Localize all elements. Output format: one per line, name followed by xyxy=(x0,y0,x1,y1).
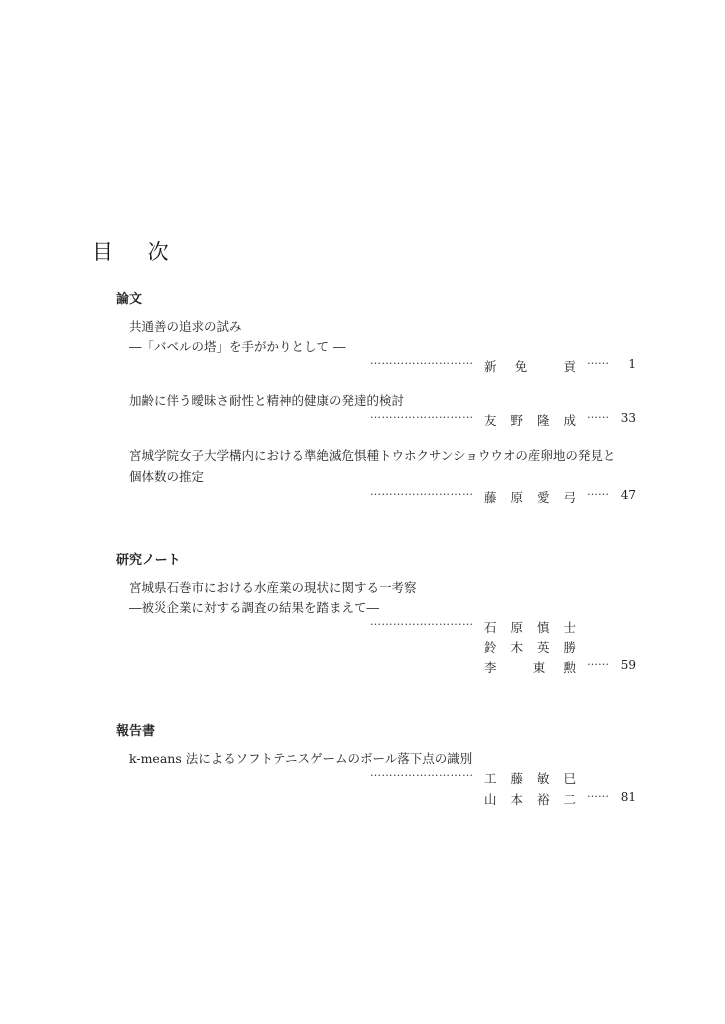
author-line xyxy=(370,354,636,374)
page-number: 59 xyxy=(620,658,636,672)
author-name: 李 東 勲 xyxy=(484,660,576,675)
author-line xyxy=(370,766,636,786)
page-number: 47 xyxy=(620,488,636,502)
page-leader: …… xyxy=(587,485,609,498)
section-heading-ronbun: 論文 xyxy=(116,292,143,307)
dot-leader: ……………………… xyxy=(370,408,474,421)
author-line xyxy=(370,485,636,505)
entry-subtitle: ―被災企業に対する調査の結果を踏まえて― xyxy=(129,600,380,615)
dot-leader: ……………………… xyxy=(370,766,474,779)
entry-title: 宮城学院女子大学構内における準絶滅危惧種トウホクサンショウウオの産卵地の発見と xyxy=(129,448,616,463)
dot-leader: ……………………… xyxy=(370,485,474,498)
entry-title-continued: 個体数の推定 xyxy=(129,469,205,484)
author-name: 藤 原 愛 弓 xyxy=(484,490,576,505)
entry-title: 共通善の追求の試み xyxy=(129,319,242,334)
toc-title: 目 次 xyxy=(92,240,183,264)
page-number: 81 xyxy=(620,790,636,804)
page-leader: …… xyxy=(587,408,609,421)
entry-subtitle: ―「バベルの塔」を手がかりとして ― xyxy=(129,339,346,354)
author-name: 工 藤 敏 巳 xyxy=(484,771,576,786)
author-name: 友 野 隆 成 xyxy=(484,413,576,428)
section-heading-research-note: 研究ノート xyxy=(116,553,181,568)
page-leader: …… xyxy=(587,655,609,668)
page-leader: …… xyxy=(587,787,609,800)
page-leader: …… xyxy=(587,354,609,367)
author-line xyxy=(370,655,636,675)
page-number: 1 xyxy=(628,357,636,371)
entry-title: 加齢に伴う曖昧さ耐性と精神的健康の発達的検討 xyxy=(129,393,405,408)
author-line xyxy=(370,638,636,654)
author-line xyxy=(370,787,636,807)
author-name: 山 本 裕 二 xyxy=(484,792,576,807)
dot-leader: ……………………… xyxy=(370,354,474,367)
entry-title: 宮城県石巻市における水産業の現状に関する一考察 xyxy=(129,580,417,595)
author-line xyxy=(370,615,636,635)
author-name: 鈴 木 英 勝 xyxy=(484,640,576,655)
section-heading-report: 報告書 xyxy=(116,724,156,739)
author-name: 新 免 貢 xyxy=(484,359,576,374)
dot-leader: ……………………… xyxy=(370,615,474,628)
page-number: 33 xyxy=(620,411,636,425)
author-name: 石 原 慎 士 xyxy=(484,620,576,635)
author-line xyxy=(370,408,636,428)
entry-title: k-means 法によるソフトテニスゲームのボール落下点の識別 xyxy=(129,751,473,766)
